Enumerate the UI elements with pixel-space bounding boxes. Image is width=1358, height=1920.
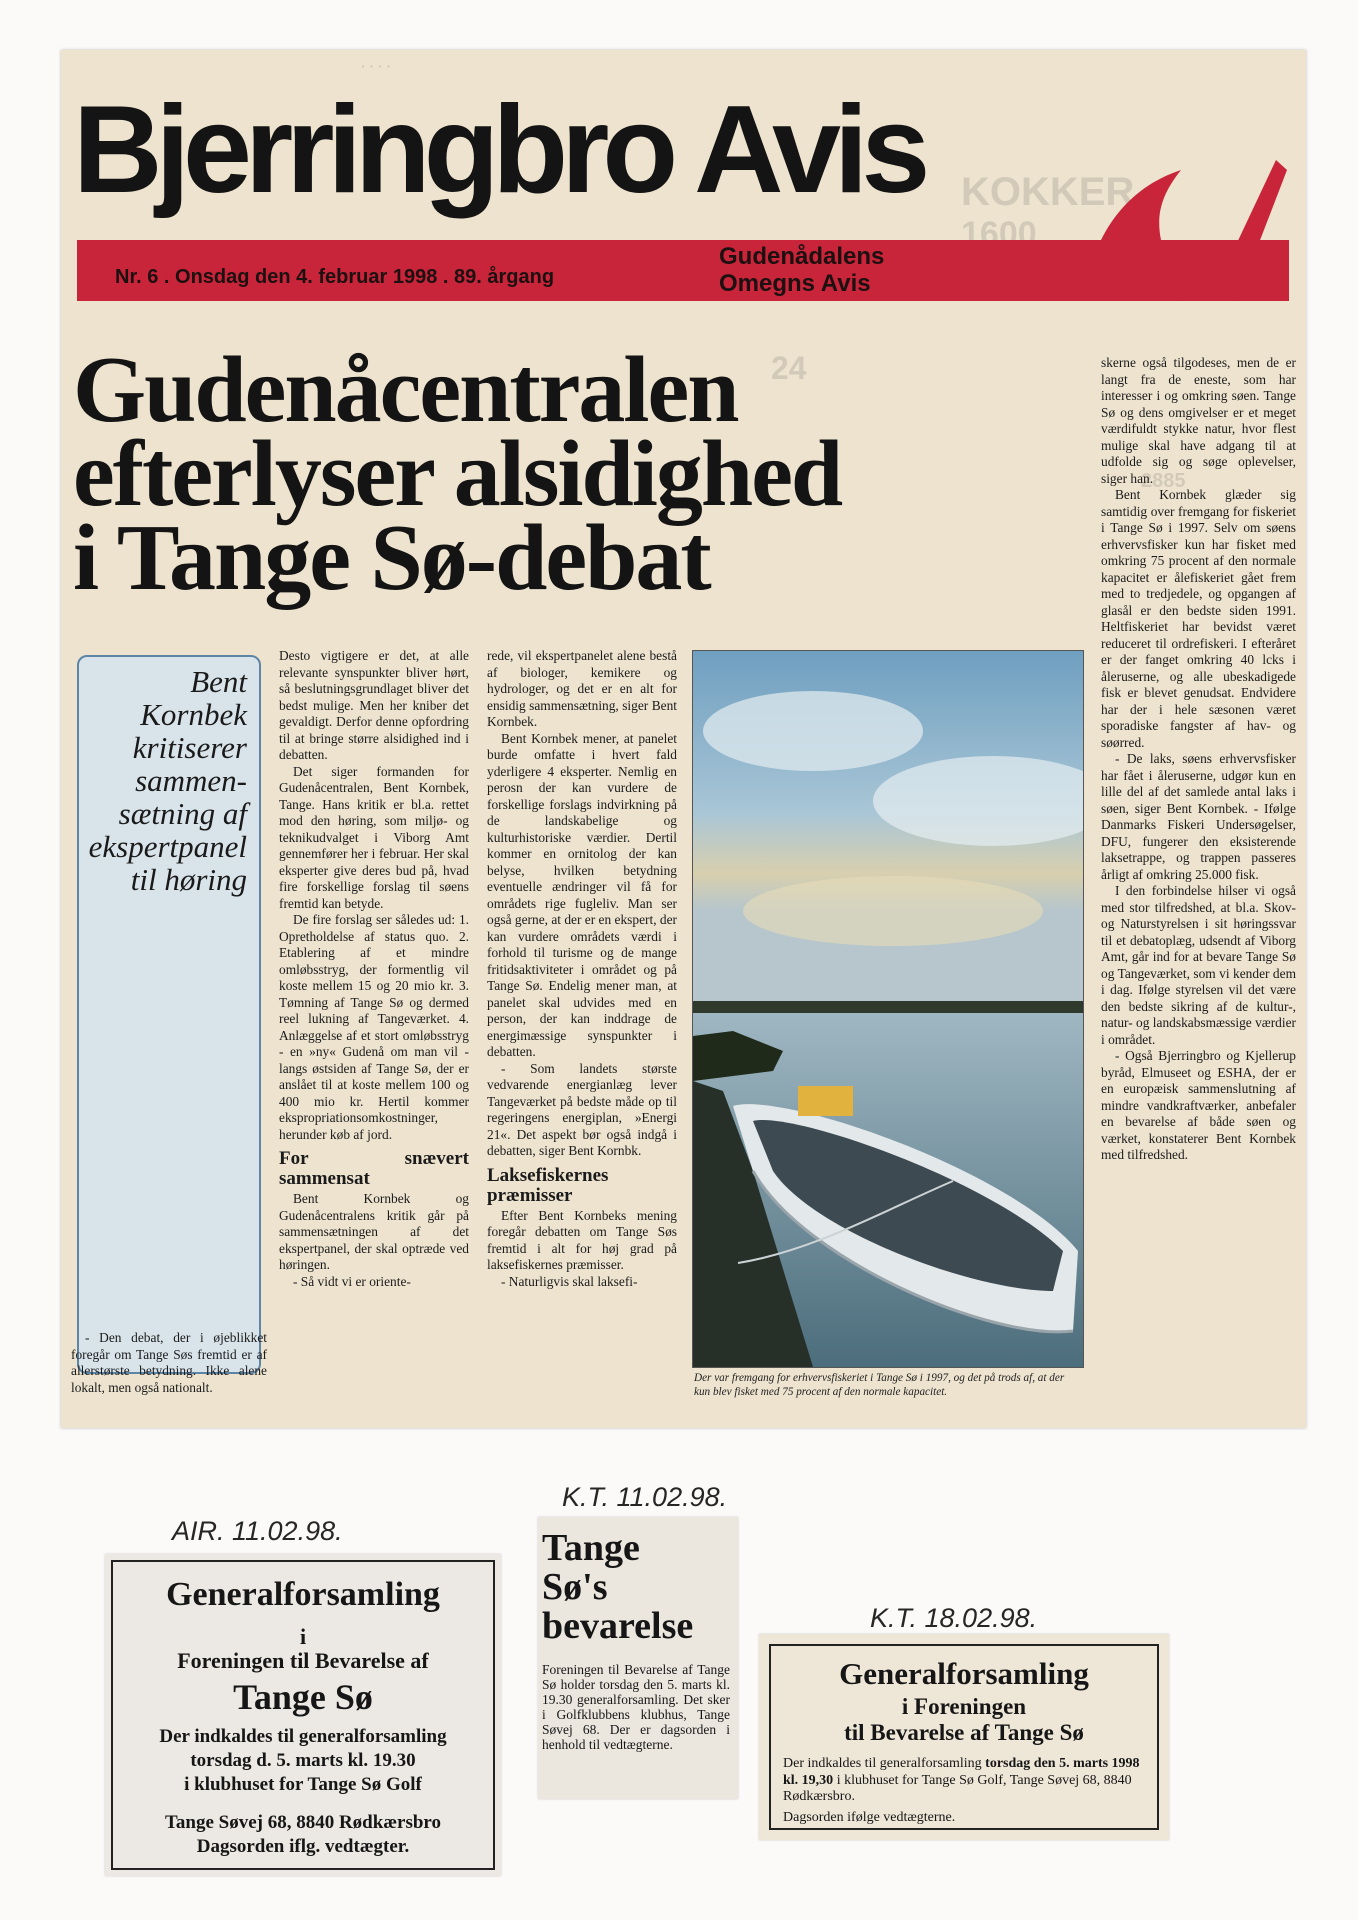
notice-line: Tange Sø bbox=[233, 1677, 373, 1717]
swoosh-logo-icon bbox=[1061, 120, 1293, 310]
issue-line: Nr. 6 . Onsdag den 4. februar 1998 . 89. årgang bbox=[115, 266, 555, 288]
masthead-title: Bjerringbro Avis bbox=[73, 81, 924, 219]
handwritten-note: AIR. 11.02.98. bbox=[172, 1516, 343, 1546]
paragraph: skerne også tilgodeses, men de er langt fra de eneste, som har interesser i og omkring søen. Tange Sø og dens omgivelser er et meget værdifuldt stykke natur, hvor flest mulige skal have adgang til at udfolde sig og søge oplevelser, siger han. bbox=[1101, 355, 1296, 486]
headline-line-2: efterlyser alsidighed bbox=[73, 422, 842, 526]
photo-caption: Der var fremgang for erhvervsfiskeriet i Tange Sø i 1997, og det på trods af, at der kun blev fisket med 75 procent af den normale kapacitet. bbox=[694, 1372, 1065, 1398]
notice-clipping-a bbox=[105, 1554, 501, 1876]
notice-line: Dagsorden iflg. vedtægter. bbox=[196, 1836, 410, 1857]
article-kicker: Bent Kornbek kritiserer sammen-sætning af ekspertpanel til høring bbox=[88, 664, 247, 897]
handwritten-note: K.T. 11.02.98. bbox=[562, 1482, 728, 1512]
paragraph: rede, vil ekspertpanelet alene bestå af biologer, kemikere og hydrologer, og det er en alt for ensidig sammensætning, siger Bent Kornbek. bbox=[487, 648, 677, 729]
notice-body-agenda: Dagsorden ifølge vedtægterne. bbox=[783, 1809, 956, 1825]
notice-line: Tange Søvej 68, 8840 Rødkærsbro bbox=[164, 1812, 442, 1833]
paragraph: - Også Bjerringbro og Kjellerup byråd, Elmuseet og ESHA, der er en europæisk sammenslutning af mindre vandkraftværker, anbefaler en bevarelse af både søen og værket, konstaterer Bent Kornbek med tilfredshed. bbox=[1101, 1048, 1296, 1162]
bleed-through-texture: · · · · KOKKER 1600 24 2885 bbox=[361, 58, 1186, 492]
notice-clipping-b bbox=[538, 1517, 738, 1799]
rowboat-on-lake-image bbox=[693, 651, 1083, 1367]
paragraph: - Den debat, der i øjeblikket foregår om Tange Søs fremtid er af allerstørste betydning. Ikke alene lokalt, men også nationalt. bbox=[71, 1330, 267, 1395]
notice-title: Generalforsamling bbox=[166, 1576, 440, 1613]
notice-line: i Foreningen bbox=[901, 1694, 1027, 1719]
boat-photo bbox=[692, 650, 1084, 1368]
paragraph: Efter Bent Kornbeks mening foregår debatten om Tange Søs fremtid i alt for høj grad på laksefiskernes præmisser. bbox=[487, 1207, 677, 1272]
notice-title: Tange Sø's bevarelse bbox=[542, 1527, 694, 1647]
article-column-5 bbox=[1101, 355, 1296, 1164]
paragraph: Bent Kornbek mener, at panelet burde omfatte i hvert fald yderligere 4 eksperter. Nemlig en perosn der kan vurdere de forskellige forslags indvirkning på de landskabelige og kulturhistoriske værdier. Dertil kommer en ornitolog der kan belyse, hvilken betydning eventuelle ændringer vil få for områdets rige fugleliv. Man ser også gerne, at der er en ekspert, der kan vurdere områdets værdi i forhold til turisme og de mange fritidsaktiviteter i området og på Tange Sø. Endelig mener man, at panelet skal udvides med en person, der kan inddrage de energimæssige synspunkter i debatten. bbox=[487, 730, 677, 1059]
notice-body bbox=[783, 1756, 1145, 1826]
notice-clipping-c bbox=[759, 1634, 1169, 1840]
article-headline bbox=[73, 338, 842, 610]
paragraph: - Som landets største vedvarende energianlæg lever Tangeværket på bedste måde op til regeringens energiplan, »Energi 21«. Det aspekt bør også indgå i debatten, siger Bent Kornbk. bbox=[487, 1060, 677, 1158]
notice-title: Generalforsamling bbox=[839, 1656, 1089, 1691]
notice-line: i bbox=[299, 1624, 307, 1649]
paragraph: - De laks, søens erhvervsfisker har fået i åleruserne, udgør kun en lille del af det samlede antal laks i søen, siger Bent Kornbek. - Ifølge Danmarks Fiskeri Undersøgelser, DFU, fungerer den eksisterende laksetrappe, og trappen passeres årligt af omkring 25.000 fisk. bbox=[1101, 751, 1296, 882]
paragraph: - Naturligvis skal laksefi- bbox=[501, 1273, 638, 1289]
notice-line: til Bevarelse af Tange Sø bbox=[844, 1720, 1084, 1745]
tagline-line-2: Omegns Avis bbox=[719, 270, 871, 297]
article-column-3 bbox=[487, 648, 677, 1290]
headline-line-1: Gudenåcentralen bbox=[73, 338, 738, 442]
notice-body-text: Der indkaldes til generalforsamling bbox=[783, 1756, 982, 1771]
masthead-tagline bbox=[719, 243, 949, 297]
subheading: Laksefiskernes præmisser bbox=[487, 1164, 609, 1206]
headline-line-3: i Tange Sø-debat bbox=[73, 506, 710, 610]
paragraph: De fire forslag ser således ud: 1. Opretholdelse af status quo. 2. Etablering af et mindre omløbsstryg, der formentlig vil koste mellem 15 og 20 mio kr. 3. Tømning af Tange Sø og dermed reel lukning af Tangeværket. 4. Anlæggelse af et stort omløbsstryg - en »ny« Gudenå om man vil - langs østsiden af Tange Sø, der er anslået til at koste mellem 100 og 400 mio kr. Hertil kommer ekspropriationsomkostninger, herunder køb af jord. bbox=[279, 912, 469, 1142]
notice-body-text: i klubhuset for Tange Sø Golf, Tange Søvej 68, 8840 Rødkærsbro. bbox=[783, 1772, 1132, 1804]
paragraph: Det siger formanden for Gudenåcentralen, Bent Kornbek, Tange. Hans kritik er bl.a. rettet mod den høring, som miljø- og teknikudvalget i Viborg Amt gennemfører her i februar. Her skal eksperter give deres bud på, hvad fire forskellige forslag til søens fremtid kan betyde. bbox=[279, 763, 469, 911]
subheading: For snævert sammensat bbox=[279, 1148, 469, 1189]
tagline-line-1: Gudenådalens bbox=[719, 243, 885, 270]
notice-body-date: torsdag den 5. marts 1998 kl. 19,30 bbox=[783, 1756, 1140, 1788]
handwritten-note: K.T. 18.02.98. bbox=[870, 1603, 1038, 1633]
article-column-1 bbox=[71, 1330, 267, 1396]
notice-body: Foreningen til Bevarelse af Tange Sø holder torsdag den 5. marts kl. 19.30 generalforsamling. Det sker i Golfklubbens klubhus, Tange Søvej 68. Der er dagsorden i henhold til vedtægterne. bbox=[542, 1662, 730, 1752]
paragraph: - Så vidt vi er oriente- bbox=[293, 1273, 411, 1289]
notice-line: Der indkaldes til generalforsamling bbox=[159, 1726, 447, 1747]
paragraph: I den forbindelse hilser vi også med stor tilfredshed, at bl.a. Skov- og Naturstyrelsen i sit høringssvar til et debatoplæg, udsendt af Viborg Amt, går ind for at bevare Tange Sø og Tangeværket, som vi kender dem i dag. Ifølge styrelsen vil det være den bedste sikring af de kultur-, natur- og landskabsmæssige værdier i området. bbox=[1101, 883, 1296, 1047]
paragraph: Bent Kornbek glæder sig samtidig over fremgang for fiskeriet i Tange Sø i 1997. Selv om søens erhvervsfisker kun har fisket med omkring 75 procent af den normale kapacitet er ålefiskeriet gået frem med to tredjedele, og opgangen af glasål er den bedste siden 1991. Heltfiskeriet har bevidst været reduceret til ordrefiskeri. I efteråret er der fanget omkring 40 lcks i åleruserne, og alle ubeskadigede fisk er blevet genudsat. Endvidere har der i hele sæsonen været sporadiske fangster af hav- og søørred. bbox=[1101, 487, 1296, 750]
notice-line: torsdag d. 5. marts kl. 19.30 bbox=[190, 1750, 416, 1771]
notice-line: Foreningen til Bevarelse af bbox=[177, 1648, 429, 1673]
article-column-2 bbox=[279, 648, 469, 1290]
newspaper-clipping bbox=[61, 50, 1306, 1428]
notice-line: i klubhuset for Tange Sø Golf bbox=[184, 1774, 422, 1795]
paragraph: Desto vigtigere er det, at alle relevante synspunkter bliver hørt, så beslutningsgrundlaget bliver det bedst mulige. Men her kniber det gevaldigt. Derfor denne opfordring til at bringe større alsidighed ind i debatten. bbox=[279, 648, 469, 762]
paragraph: Bent Kornbek og Gudenåcentralens kritik går på sammensætningen af det ekspertpanel, der skal optræde ved høringen. bbox=[279, 1191, 469, 1272]
